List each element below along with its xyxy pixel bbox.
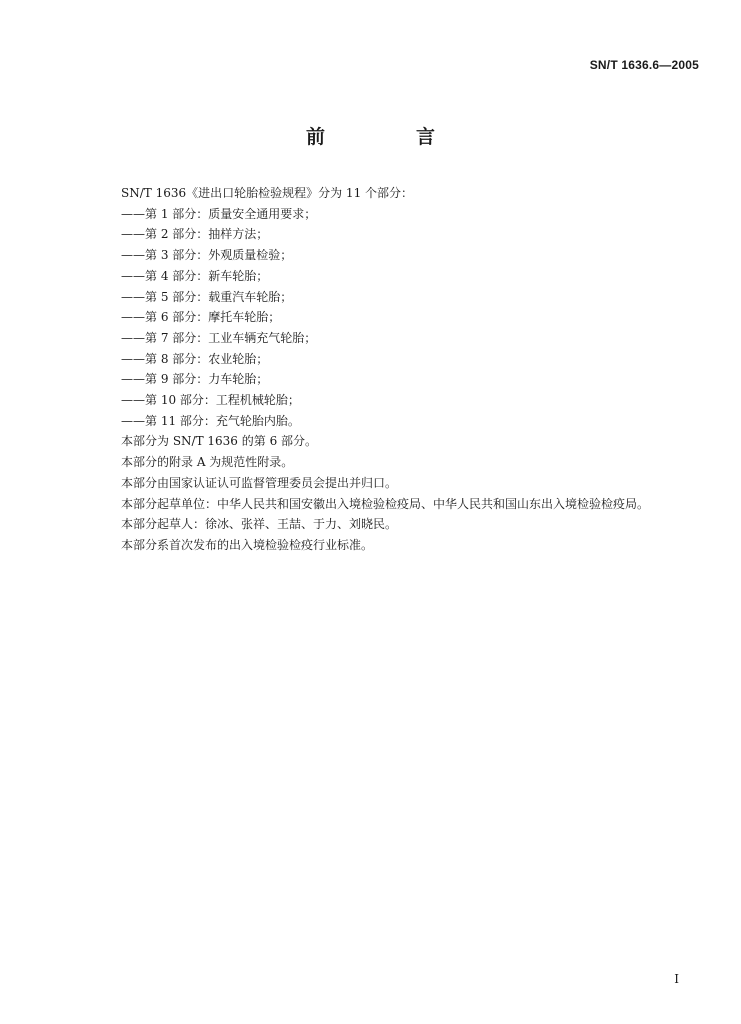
page-title: 前 言: [305, 126, 471, 148]
part-item: ——第 3 部分：外观质量检验；: [121, 248, 293, 263]
page-number: I: [674, 972, 679, 986]
part-item: ——第 5 部分：载重汽车轮胎；: [121, 289, 293, 304]
part-item: ——第 7 部分：工业车辆充气轮胎；: [121, 330, 317, 345]
part-item: ——第 2 部分：抽样方法；: [121, 227, 269, 242]
intro-line: SN/T 1636《进出口轮胎检验规程》分为 11 个部分：: [121, 186, 414, 200]
part-item: ——第 4 部分：新车轮胎；: [121, 268, 269, 283]
paragraph: 本部分起草单位：中华人民共和国安徽出入境检验检疫局、中华人民共和国山东出入境检验检疫局。: [121, 496, 650, 511]
paragraph: 本部分的附录 A 为规范性附录。: [121, 455, 294, 470]
foreword-body: [86, 183, 706, 556]
part-item: ——第 6 部分：摩托车轮胎；: [121, 310, 281, 325]
paragraph: 本部分起草人：徐冰、张祥、王喆、于力、刘晓民。: [121, 517, 398, 532]
part-item: ——第 11 部分：充气轮胎内胎。: [121, 413, 300, 428]
part-item: ——第 9 部分：力车轮胎；: [121, 372, 269, 387]
part-item: ——第 10 部分：工程机械轮胎；: [121, 393, 300, 408]
document-code: SN/T 1636.6—2005: [589, 58, 699, 72]
paragraph: 本部分由国家认证认可监督管理委员会提出并归口。: [121, 475, 398, 490]
part-item: ——第 8 部分：农业轮胎；: [121, 351, 269, 366]
part-item: ——第 1 部分：质量安全通用要求；: [121, 206, 317, 221]
paragraph: 本部分为 SN/T 1636 的第 6 部分。: [121, 434, 318, 449]
paragraph: 本部分系首次发布的出入境检验检疫行业标准。: [121, 537, 374, 552]
